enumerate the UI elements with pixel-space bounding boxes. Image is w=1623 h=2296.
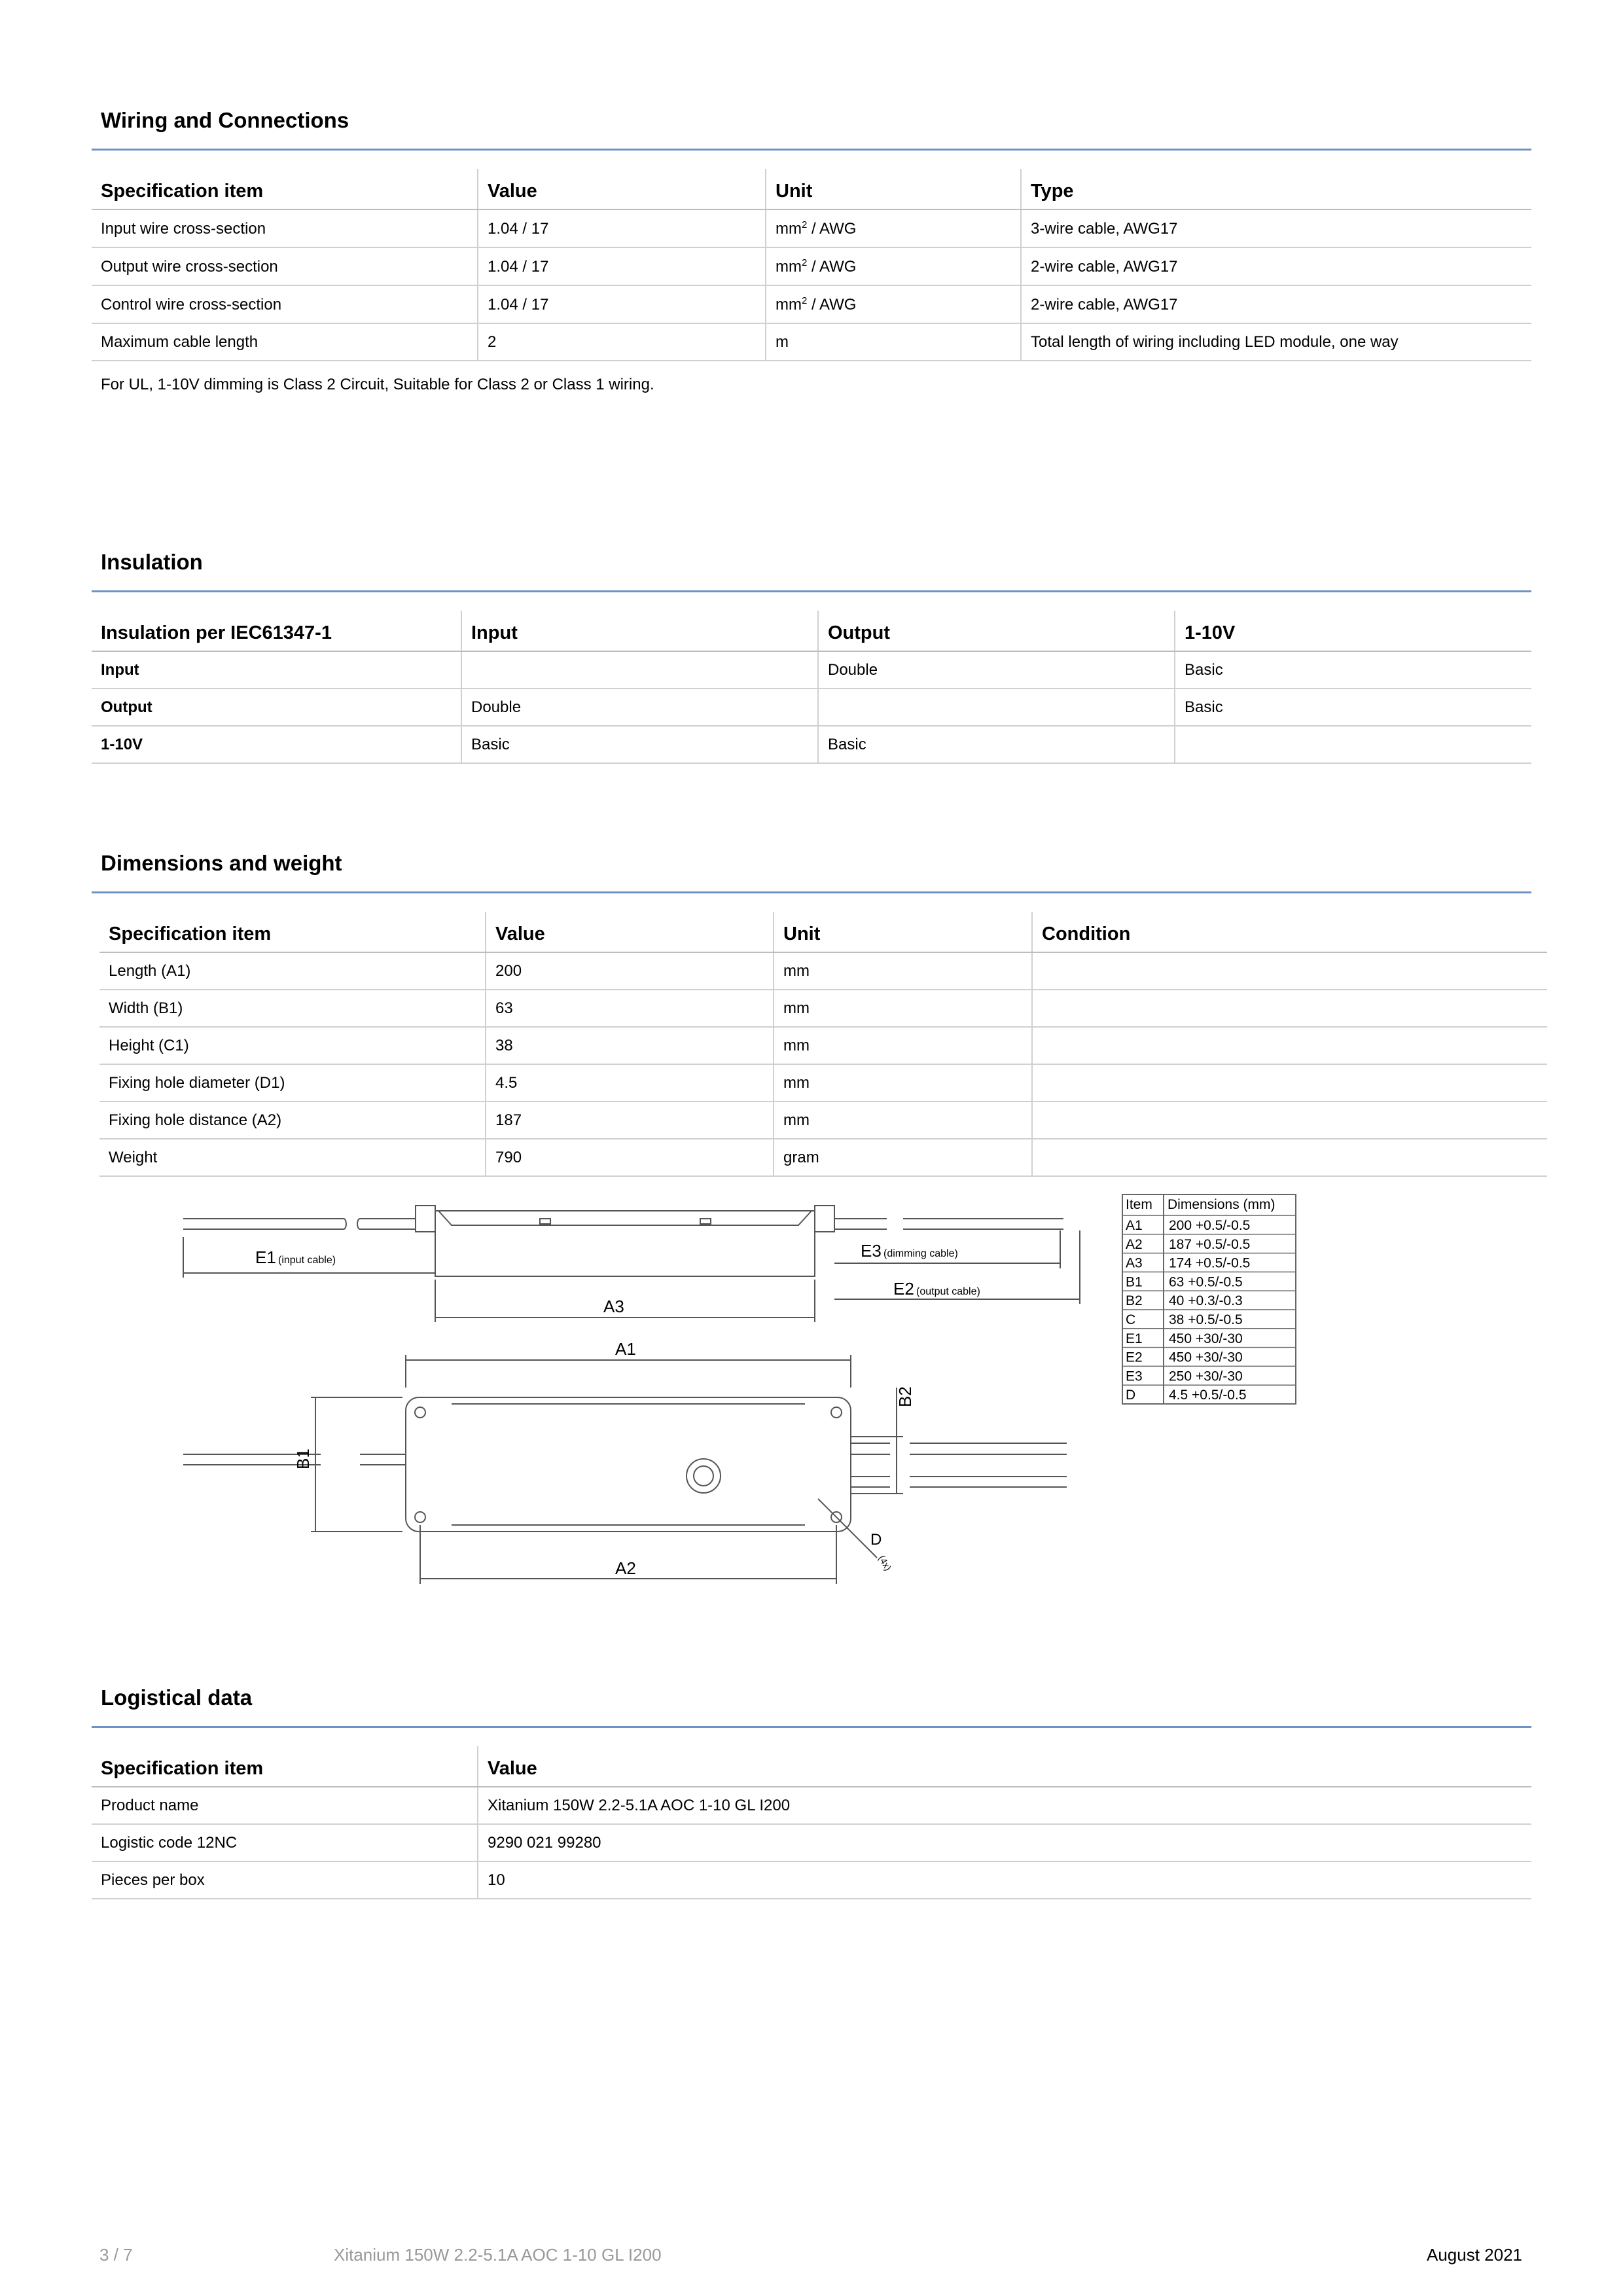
table-row (92, 651, 1531, 689)
drawing-table-item: E1 (1126, 1331, 1143, 1346)
table-cell: Basic (1175, 651, 1531, 689)
table-row (92, 1861, 1531, 1899)
table-cell (1032, 952, 1547, 990)
d-leader-line (818, 1499, 877, 1558)
footer-date: August 2021 (1427, 2245, 1523, 2265)
dimensions-section (92, 851, 1531, 1177)
input-cable-stub-top (360, 1454, 406, 1465)
page-number: 3 / 7 (99, 2245, 133, 2265)
output-cable-stub (834, 1219, 887, 1229)
table-cell: 3-wire cable, AWG17 (1021, 209, 1531, 247)
table-cell: 2-wire cable, AWG17 (1021, 285, 1531, 323)
table-header-row (99, 912, 1547, 952)
table-cell (1032, 1102, 1547, 1139)
drawing-table-value: 250 +30/-30 (1169, 1369, 1243, 1384)
table-row (99, 1139, 1547, 1176)
table-cell: Pieces per box (92, 1861, 478, 1899)
table-cell: 200 (486, 952, 774, 990)
table-cell: Control wire cross-section (92, 285, 478, 323)
drawing-table-header: Item (1126, 1197, 1152, 1212)
label-slot (700, 1219, 711, 1224)
mount-flange-left (416, 1206, 435, 1232)
table-cell unit-cell: $mm^2$ / AWG (766, 247, 1021, 285)
drawing-table-header: Dimensions (mm) (1168, 1197, 1275, 1212)
table-cell: 10 (478, 1861, 1531, 1899)
table-cell: Output wire cross-section (92, 247, 478, 285)
fixing-hole (415, 1407, 425, 1418)
wiring-note: For UL, 1-10V dimming is Class 2 Circuit, Suitable for Class 2 or Class 1 wiring. (101, 376, 654, 393)
table-header-row (92, 1746, 1531, 1787)
table-cell: m (766, 323, 1021, 361)
table-cell (1032, 990, 1547, 1027)
table-row (92, 1824, 1531, 1861)
insulation-title: Insulation (92, 550, 1531, 592)
e2-note: (output cable) (916, 1286, 980, 1297)
column-header: Input (461, 611, 818, 651)
table-cell: Fixing hole distance (A2) (99, 1102, 486, 1139)
row-header: 1-10V (92, 726, 461, 763)
table-cell: mm (774, 990, 1032, 1027)
table-cell (1032, 1027, 1547, 1064)
table-cell: Basic (1175, 689, 1531, 726)
drawing-table-value: 40 +0.3/-0.3 (1169, 1293, 1243, 1309)
table-cell: mm (774, 952, 1032, 990)
column-header: Condition (1032, 912, 1547, 952)
insulation-section (92, 550, 1531, 764)
table-header-row (92, 169, 1531, 209)
a1-dimension-line (406, 1355, 851, 1388)
dimension-drawing (164, 1191, 1342, 1610)
table-cell: 790 (486, 1139, 774, 1176)
table-cell (1032, 1139, 1547, 1176)
table-cell: Weight (99, 1139, 486, 1176)
table-cell: 38 (486, 1027, 774, 1064)
wiring-title: Wiring and Connections (92, 108, 1531, 151)
table-cell (1175, 726, 1531, 763)
drawing-table-value: 187 +0.5/-0.5 (1169, 1236, 1251, 1252)
table-row (92, 209, 1531, 247)
mount-flange-right (815, 1206, 834, 1232)
table-cell: Logistic code 12NC (92, 1824, 478, 1861)
drawing-table-value: 200 +0.5/-0.5 (1169, 1218, 1251, 1233)
column-header: Unit (766, 169, 1021, 209)
a2-label: A2 (615, 1558, 636, 1578)
drawing-table-item: A3 (1126, 1255, 1143, 1271)
table-cell: 2 (478, 323, 766, 361)
column-header: Value (486, 912, 774, 952)
drawing-table-item: E2 (1126, 1350, 1143, 1365)
drawing-table-item: D (1126, 1388, 1136, 1403)
table-row (92, 285, 1531, 323)
output-cable-top (851, 1443, 890, 1487)
drawing-table-value: 4.5 +0.5/-0.5 (1169, 1388, 1247, 1403)
table-cell unit-cell: $mm^2$ / AWG (766, 285, 1021, 323)
table-cell: 63 (486, 990, 774, 1027)
table-row (99, 1027, 1547, 1064)
table-cell: 1.04 / 17 (478, 285, 766, 323)
column-header: Output (818, 611, 1175, 651)
table-cell: Height (C1) (99, 1027, 486, 1064)
e3-label: E3 (861, 1241, 882, 1261)
drawing-table-item: A1 (1126, 1218, 1143, 1233)
row-header: Input (92, 651, 461, 689)
drawing-table-value: 174 +0.5/-0.5 (1169, 1255, 1251, 1271)
logistical-section (92, 1685, 1531, 1899)
column-header: Unit (774, 912, 1032, 952)
column-header: Type (1021, 169, 1531, 209)
table-cell: Xitanium 150W 2.2-5.1A AOC 1-10 GL I200 (478, 1787, 1531, 1824)
table-row (92, 689, 1531, 726)
drawing-dimensions-table (1122, 1194, 1296, 1404)
drawing-table-value: 450 +30/-30 (1169, 1331, 1243, 1346)
label-slot (540, 1219, 550, 1224)
dimensions-title: Dimensions and weight (92, 851, 1531, 893)
input-cable (183, 1219, 346, 1229)
table-header-row (92, 611, 1531, 651)
column-header: Value (478, 169, 766, 209)
drawing-table-item: E3 (1126, 1369, 1143, 1384)
column-header: Specification item (92, 169, 478, 209)
fixing-hole (831, 1407, 842, 1418)
output-cable (903, 1219, 1063, 1229)
e1-note: (input cable) (278, 1255, 336, 1266)
table-cell: 4.5 (486, 1064, 774, 1102)
e1-label: E1 (255, 1247, 276, 1267)
wiring-table (92, 169, 1531, 361)
dimensions-table (99, 912, 1547, 1177)
connector-port-inner (694, 1466, 713, 1486)
table-row (92, 1787, 1531, 1824)
insulation-table (92, 611, 1531, 764)
housing-inner-edge (452, 1404, 805, 1525)
drawing-table-value: 38 +0.5/-0.5 (1169, 1312, 1243, 1327)
table-row (99, 990, 1547, 1027)
table-cell: Double (461, 689, 818, 726)
footer-product-name: Xitanium 150W 2.2-5.1A AOC 1-10 GL I200 (334, 2245, 662, 2265)
a1-label: A1 (615, 1339, 636, 1359)
drawing-table-item: B1 (1126, 1274, 1143, 1290)
column-header: Value (478, 1746, 1531, 1787)
table-cell: Double (818, 651, 1175, 689)
table-row (92, 247, 1531, 285)
table-cell unit-cell: $mm^2$ / AWG (766, 209, 1021, 247)
table-cell: 1.04 / 17 (478, 209, 766, 247)
table-cell: mm (774, 1027, 1032, 1064)
logistical-title: Logistical data (92, 1685, 1531, 1728)
table-cell: 187 (486, 1102, 774, 1139)
table-cell: Product name (92, 1787, 478, 1824)
table-cell: 2-wire cable, AWG17 (1021, 247, 1531, 285)
drawing-table-value: 450 +30/-30 (1169, 1350, 1243, 1365)
fixing-hole (415, 1512, 425, 1522)
b2-label: B2 (895, 1386, 915, 1407)
table-cell (1032, 1064, 1547, 1102)
a3-dimension-line (435, 1280, 815, 1322)
table-row (92, 726, 1531, 763)
drawing-table-item: A2 (1126, 1236, 1143, 1252)
table-cell: Width (B1) (99, 990, 486, 1027)
column-header: Specification item (92, 1746, 478, 1787)
table-cell: mm (774, 1102, 1032, 1139)
table-cell: Basic (818, 726, 1175, 763)
table-cell (461, 651, 818, 689)
table-row (99, 952, 1547, 990)
table-cell: gram (774, 1139, 1032, 1176)
b1-label: B1 (293, 1448, 313, 1469)
table-cell: 9290 021 99280 (478, 1824, 1531, 1861)
housing-side-view (435, 1211, 815, 1276)
table-cell: Length (A1) (99, 952, 486, 990)
column-header: Insulation per IEC61347-1 (92, 611, 461, 651)
table-row (99, 1064, 1547, 1102)
input-cable-stub (357, 1219, 416, 1229)
a3-label: A3 (603, 1297, 624, 1316)
column-header: Specification item (99, 912, 486, 952)
table-cell: Input wire cross-section (92, 209, 478, 247)
table-cell: Fixing hole diameter (D1) (99, 1064, 486, 1102)
connector-port (687, 1459, 721, 1493)
drawing-table-item: C (1126, 1312, 1136, 1327)
drawing-table-value: 63 +0.5/-0.5 (1169, 1274, 1243, 1290)
wiring-section (92, 108, 1531, 394)
housing-top-view (406, 1397, 851, 1532)
table-cell: 1.04 / 17 (478, 247, 766, 285)
table-row (92, 323, 1531, 361)
table-cell: Total length of wiring including LED module, one way (1021, 323, 1531, 361)
output-cable-end-top (910, 1443, 1067, 1487)
row-header: Output (92, 689, 461, 726)
table-cell (818, 689, 1175, 726)
e2-label: E2 (893, 1279, 914, 1299)
d-note: (4x) (876, 1553, 894, 1573)
housing-lid (438, 1211, 812, 1225)
table-cell: Maximum cable length (92, 323, 478, 361)
column-header: 1-10V (1175, 611, 1531, 651)
drawing-table-item: B2 (1126, 1293, 1143, 1309)
table-cell: mm (774, 1064, 1032, 1102)
table-cell: Basic (461, 726, 818, 763)
logistical-table (92, 1746, 1531, 1899)
d-label: D (870, 1531, 882, 1549)
e3-note: (dimming cable) (883, 1248, 958, 1259)
table-row (99, 1102, 1547, 1139)
